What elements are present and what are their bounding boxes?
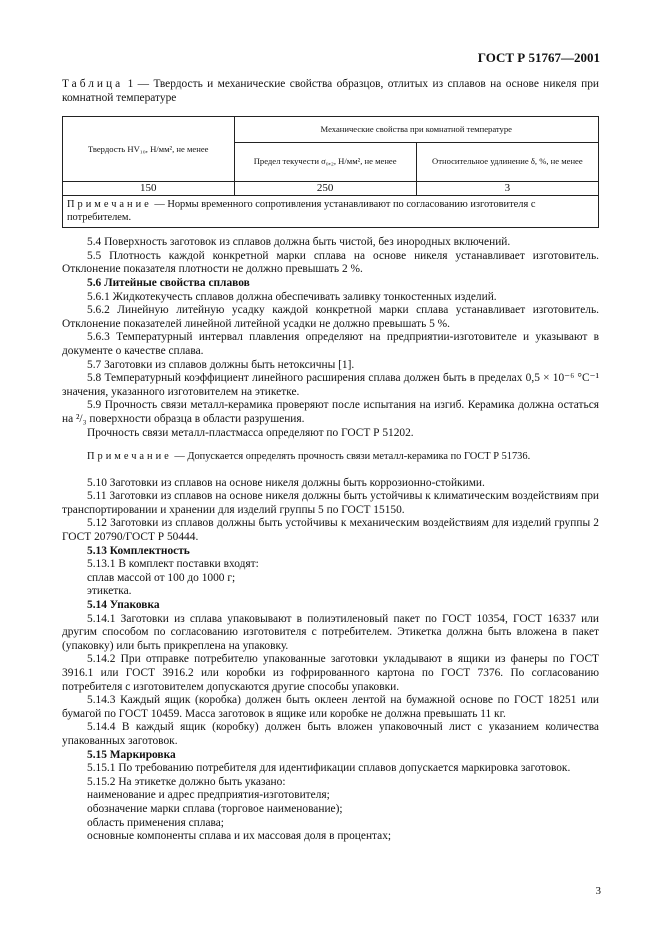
list-item: обозначение марки сплава (торговое наименование); xyxy=(87,802,343,815)
table-note-text: — Нормы временного сопротивления устанавливают по согласованию изготовителя с потребителем. xyxy=(67,199,536,223)
yield-header: Предел текучести σ₀,₂, Н/мм², не менее xyxy=(234,142,416,182)
hardness-header: Твердость HV₁₀, Н/мм², не менее xyxy=(63,117,235,182)
list-item: область применения сплава; xyxy=(87,816,224,829)
page-number: 3 xyxy=(595,885,601,897)
table-caption-label: Таблица xyxy=(62,78,124,90)
clause-5-15-2: 5.15.2 На этикетке должно быть указано: xyxy=(87,775,286,788)
properties-table xyxy=(62,116,599,228)
clause-5-5: 5.5 Плотность каждой конкретной марки сплава на основе никеля устанавливает изготовитель. Отклонение показателя плотности не должно превышать 2 %. xyxy=(62,249,599,276)
clause-note xyxy=(62,450,599,464)
clause-5-4: 5.4 Поверхность заготовок из сплавов должна быть чистой, без инородных включений. xyxy=(87,236,511,249)
elongation-value: 3 xyxy=(416,182,598,196)
section-heading-5-14: 5.14 Упаковка xyxy=(87,599,160,612)
hardness-value: 150 xyxy=(63,182,235,196)
clause-5-6-2: 5.6.2 Линейную литейную усадку каждой конкретной марки сплава устанавливает изготовитель. Отклонение показателей линейной литейной усадки не должно превышать 5 %. xyxy=(62,304,599,330)
elongation-header: Относительное удлинение δ, %, не менее xyxy=(416,142,598,182)
clause-5-11: 5.11 Заготовки из сплавов на основе никеля должны быть устойчивы к климатическим воздействиям при транспортировании и хранении для изделий группы 5 по ГОСТ 15150. xyxy=(62,490,599,516)
list-item: наименование и адрес предприятия-изготовителя; xyxy=(87,789,330,802)
clause-5-14-2: 5.14.2 При отправке потребителю упакованные заготовки укладывают в ящики из фанеры по ГОСТ 3916.1 или ГОСТ 3916.2 или коробки из гофрированного картона по ГОСТ 7376. По согласованию потребителя с изготовителем допускаются другие способы упаковки. xyxy=(62,653,599,693)
clause-5-13-1: 5.13.1 В комплект поставки входят: xyxy=(87,558,259,571)
group-header: Механические свойства при комнатной температуре xyxy=(234,117,598,142)
clause-note-label: Примечание xyxy=(87,451,172,463)
table-caption xyxy=(62,78,599,105)
table-note xyxy=(63,196,599,228)
clause-5-14-4: 5.14.4 В каждый ящик (коробку) должен быть вложен упаковочный лист с указанием количества упакованных заготовок. xyxy=(62,721,599,747)
table-note-label: Примечание xyxy=(67,199,152,211)
clause-5-14-3: 5.14.3 Каждый ящик (коробка) должен быть оклеен лентой на бумажной основе по ГОСТ 18251 или бумагой по ГОСТ 10459. Масса заготовок в ящике или коробке не должна превышать 11 кг. xyxy=(62,694,599,720)
yield-value: 250 xyxy=(234,182,416,196)
clause-5-12: 5.12 Заготовки из сплавов должны быть устойчивы к механическим воздействиям для изделий группы 2 ГОСТ 20790/ГОСТ Р 50444. xyxy=(62,517,599,544)
clause-5-9-metal-plastic: Прочность связи металл-пластмасса определяют по ГОСТ Р 51202. xyxy=(87,426,414,439)
clause-5-6-1: 5.6.1 Жидкотекучесть сплавов должна обеспечивать заливку тонкостенных изделий. xyxy=(87,290,497,303)
list-item: этикетка. xyxy=(87,585,132,598)
clause-5-10: 5.10 Заготовки из сплавов на основе никеля должны быть коррозионно-стойкими. xyxy=(87,476,485,489)
section-heading-5-6: 5.6 Литейные свойства сплавов xyxy=(87,276,250,289)
list-item: сплав массой от 100 до 1000 г; xyxy=(87,571,236,584)
clause-5-8: 5.8 Температурный коэффициент линейного расширения сплава должен быть в пределах 0,5 × 10⁻⁶ °С⁻¹ значения, указанного изготовителем на этикетке. xyxy=(62,372,599,398)
clause-5-15-1: 5.15.1 По требованию потребителя для идентификации сплавов допускается маркировка заготовок. xyxy=(87,762,571,775)
standard-header: ГОСТ Р 51767—2001 xyxy=(477,50,600,65)
table-caption-text: 1 — Твердость и механические свойства образцов, отлитых из сплавов на основе никеля при комнатной температуре xyxy=(62,78,599,104)
section-heading-5-13: 5.13 Комплектность xyxy=(87,544,190,557)
clause-note-text: — Допускается определять прочность связи металл-керамика по ГОСТ Р 51736. xyxy=(171,451,531,463)
clause-5-9: 5.9 Прочность связи металл-керамика проверяют после испытания на изгиб. Керамика должна остаться на ²/₃ поверхности образца в области разрушения. xyxy=(62,399,599,425)
section-heading-5-15: 5.15 Маркировка xyxy=(87,748,176,761)
clause-5-6-3: 5.6.3 Температурный интервал плавления определяют на предприятии-изготовителе и указывают в документе о качестве сплава. xyxy=(62,331,599,357)
clause-5-14-1: 5.14.1 Заготовки из сплава упаковывают в полиэтиленовый пакет по ГОСТ 10354, ГОСТ 16337 или другим способом по согласованию изготовителя с потребителем. Этикетка должна быть вложена в пакет (упаковку) или быть прикреплена на упаковку. xyxy=(62,612,599,652)
document-body xyxy=(62,78,599,844)
list-item: основные компоненты сплава и их массовая доля в процентах; xyxy=(87,830,392,843)
clause-5-7: 5.7 Заготовки из сплавов должны быть нетоксичны [1]. xyxy=(87,358,355,371)
